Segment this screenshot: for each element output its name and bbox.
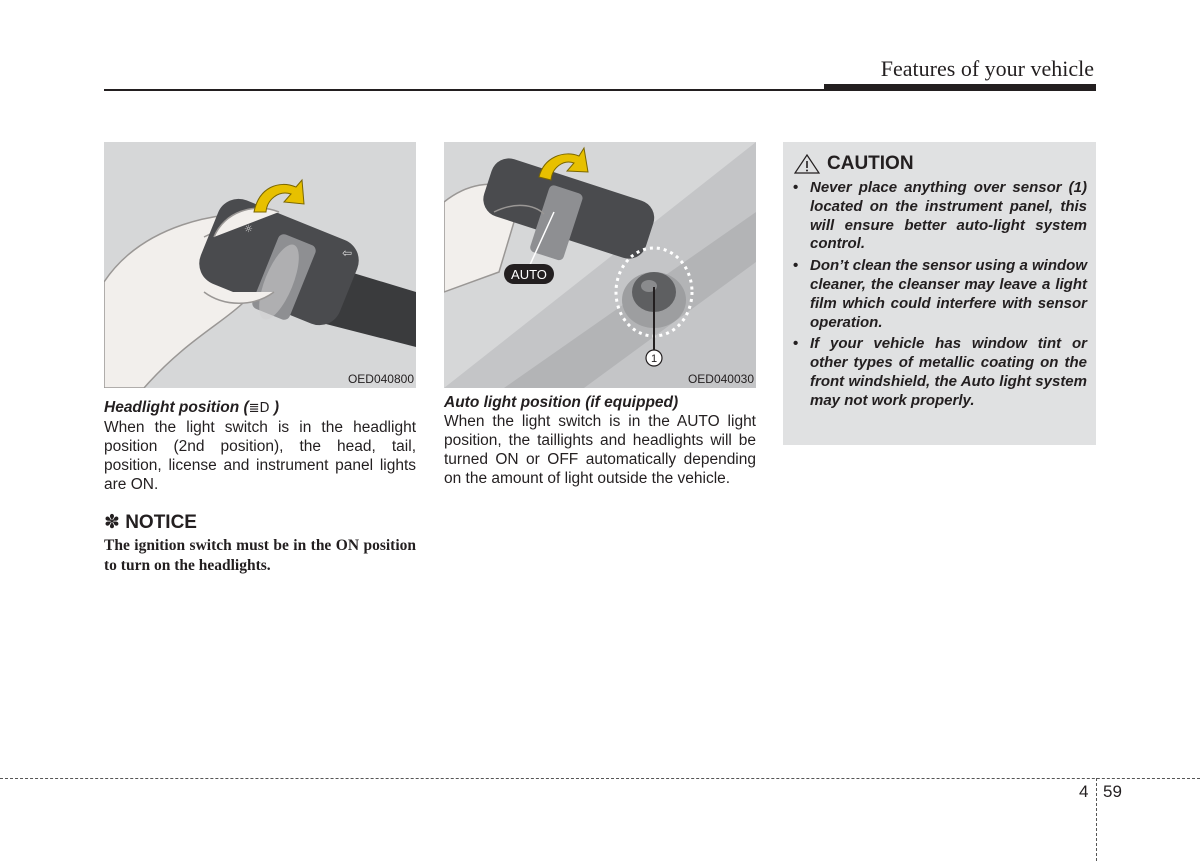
bullet: • (793, 257, 799, 275)
page-header-title: Features of your vehicle (880, 56, 1094, 81)
sensor-callout-number: 1 (650, 353, 658, 365)
bullet: • (793, 335, 799, 353)
header-rule (104, 89, 826, 91)
figure-code: OED040030 (687, 372, 754, 386)
auto-light-illustration (444, 142, 756, 388)
figure-code: OED040800 (347, 372, 414, 386)
caution-item (793, 179, 1087, 254)
section-subhead (104, 398, 416, 418)
auto-light-drawing (444, 142, 756, 388)
auto-light-section (444, 393, 756, 488)
svg-text:⇦: ⇦ (342, 246, 353, 260)
footer-vertical-divider (1096, 778, 1097, 861)
headlight-switch-illustration (104, 142, 416, 388)
caution-item-text: Don’t clean the sensor using a window cleaner, the cleanser may leave a light film which could interfere with sensor operation. (810, 257, 1087, 331)
header-rule-accent (824, 84, 1096, 91)
footer-divider (0, 778, 1200, 779)
subhead-text: Headlight position ( (104, 399, 249, 416)
caution-item (793, 335, 1087, 410)
section-subhead: Auto light position (if equipped) (444, 394, 679, 411)
section-body: When the light switch is in the AUTO light position, the taillights and headlights will be turned ON or OFF automatically depending on the amount of light outside the vehicle. (444, 413, 756, 487)
caution-item-text: Never place anything over sensor (1) located on the instrument panel, this will ensure better auto-light system control. (810, 179, 1087, 253)
headlight-stalk-drawing (104, 142, 416, 388)
headlight-icon: ≣D (248, 401, 270, 416)
warning-triangle-icon (793, 153, 821, 175)
caution-title: CAUTION (827, 153, 914, 174)
subhead-text-end: ) (269, 399, 280, 416)
caution-item (793, 257, 1087, 332)
notice-body: The ignition switch must be in the ON position to turn on the headlights. (104, 537, 416, 574)
caution-heading (793, 152, 914, 176)
caution-item-text: If your vehicle has window tint or other types of metallic coating on the front windshield, the Auto light system may not work properly. (810, 335, 1087, 409)
bullet: • (793, 179, 799, 196)
page-number: 59 (1103, 782, 1122, 801)
section-body: When the light switch is in the headlight position (2nd position), the head, tail, position, license and instrument panel lights are ON. (104, 419, 416, 493)
caution-box (783, 142, 1096, 445)
caution-list (793, 179, 1087, 414)
notice-title: ✽ NOTICE (104, 512, 197, 533)
headlight-section (104, 398, 416, 576)
auto-badge: AUTO (511, 267, 547, 282)
svg-text:☼: ☼ (244, 224, 253, 235)
chapter-number: 4 (1079, 782, 1089, 801)
